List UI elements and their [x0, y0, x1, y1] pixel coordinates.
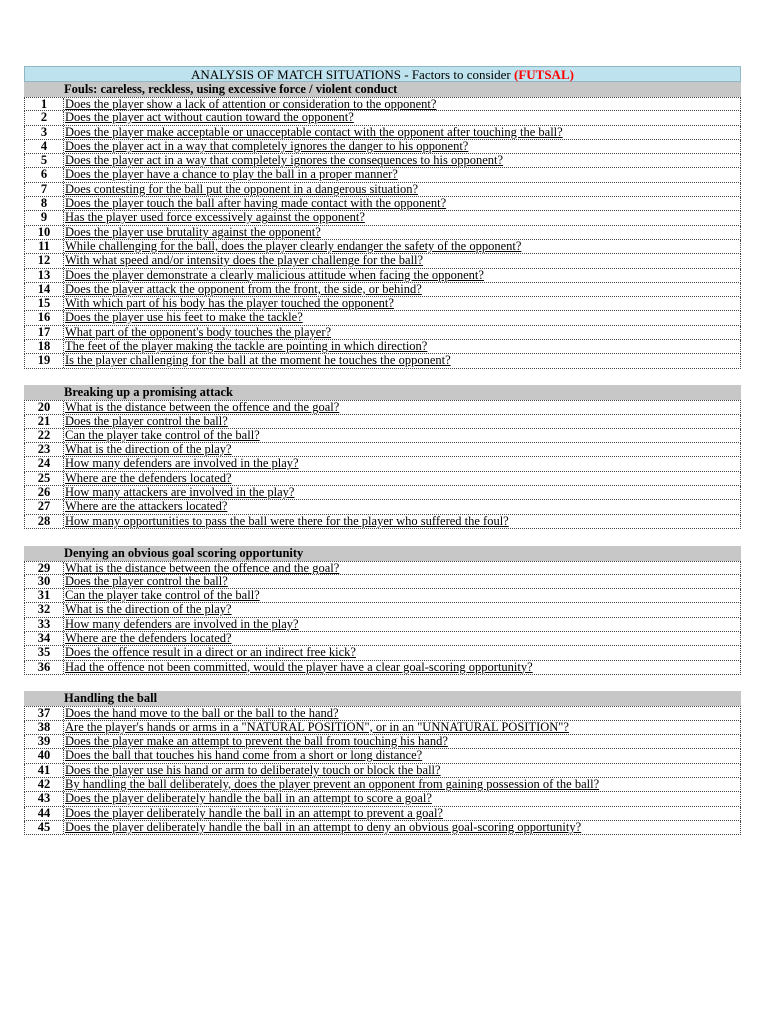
question-text: How many opportunities to pass the ball were there for the player who suffered the foul?: [65, 514, 509, 528]
question-row: [24, 183, 741, 197]
section-header: Handling the ball: [24, 691, 741, 706]
question-number: 6: [25, 168, 64, 181]
question-text: Does the hand move to the ball or the ball to the hand?: [65, 707, 339, 720]
question-row: [24, 400, 741, 414]
question-row: [24, 721, 741, 735]
question-text: With what speed and/or intensity does the player challenge for the ball?: [65, 254, 424, 268]
question-text: Does the player use his feet to make the tackle?: [65, 311, 303, 325]
question-number: 12: [25, 254, 64, 267]
question-text: Does the player make acceptable or unacceptable contact with the opponent after touching the ball?: [65, 125, 563, 139]
question-row: [24, 515, 741, 529]
question-row: [24, 561, 741, 575]
sheet-title: [24, 66, 741, 82]
question-number: 23: [25, 443, 64, 456]
question-row: [24, 821, 741, 835]
question-number: 9: [25, 211, 64, 224]
question-number: 26: [25, 486, 64, 499]
question-row: [24, 311, 741, 325]
question-row: [24, 646, 741, 660]
question-number: 5: [25, 154, 64, 167]
question-number: 19: [25, 354, 64, 367]
question-number: 38: [25, 721, 64, 734]
question-text: How many attackers are involved in the play?: [65, 486, 295, 500]
question-number: 31: [25, 589, 64, 602]
question-number: 24: [25, 457, 64, 470]
question-row: [24, 589, 741, 603]
question-text: Has the player used force excessively against the opponent?: [65, 211, 365, 225]
question-text: Does the player deliberately handle the ball in an attempt to prevent a goal?: [65, 806, 443, 820]
question-number: 39: [25, 735, 64, 748]
question-number: 44: [25, 807, 64, 820]
question-number: 20: [25, 401, 64, 413]
question-text: Does the player attack the opponent from the front, the side, or behind?: [65, 282, 422, 296]
question-number: 43: [25, 792, 64, 805]
question-number: 14: [25, 283, 64, 296]
section-header: Breaking up a promising attack: [24, 385, 741, 400]
question-number: 35: [25, 646, 64, 659]
question-text: What is the distance between the offence and the goal?: [65, 401, 340, 414]
question-row: [24, 706, 741, 720]
question-text: Does the player control the ball?: [65, 574, 228, 588]
question-row: [24, 269, 741, 283]
question-row: [24, 211, 741, 225]
question-text: By handling the ball deliberately, does the player prevent an opponent from gaining possession of the ball?: [65, 777, 600, 791]
question-text: Can the player take control of the ball?: [65, 428, 260, 442]
question-text: What is the direction of the play?: [65, 603, 232, 617]
question-number: 8: [25, 197, 64, 210]
question-number: 3: [25, 126, 64, 139]
question-number: 37: [25, 707, 64, 719]
question-row: [24, 500, 741, 514]
title-main: ANALYSIS OF MATCH SITUATIONS - Factors to consider: [191, 67, 514, 82]
question-row: [24, 140, 741, 154]
question-number: 33: [25, 618, 64, 631]
question-row: [24, 254, 741, 268]
question-number: 17: [25, 326, 64, 339]
question-text: How many defenders are involved in the play?: [65, 617, 299, 631]
question-text: Can the player take control of the ball?: [65, 589, 260, 603]
question-text: While challenging for the ball, does the player clearly endanger the safety of the opponent?: [65, 239, 522, 253]
question-number: 32: [25, 603, 64, 616]
question-row: [24, 326, 741, 340]
question-row: [24, 226, 741, 240]
question-number: 1: [25, 98, 64, 110]
question-number: 4: [25, 140, 64, 153]
question-text: Does the player have a chance to play the ball in a proper manner?: [65, 168, 398, 182]
sections-container: [24, 82, 741, 835]
question-row: [24, 778, 741, 792]
question-row: [24, 154, 741, 168]
question-number: 2: [25, 111, 64, 124]
question-row: [24, 111, 741, 125]
question-row: [24, 415, 741, 429]
question-text: Does the player control the ball?: [65, 414, 228, 428]
question-row: [24, 735, 741, 749]
question-text: Does the player act in a way that completely ignores the consequences to his opponent?: [65, 154, 504, 168]
question-text: Had the offence not been committed, would the player have a clear goal-scoring opportunity?: [65, 660, 533, 674]
analysis-sheet: [24, 66, 741, 852]
question-row: [24, 126, 741, 140]
section: [24, 385, 741, 529]
question-row: [24, 749, 741, 763]
question-number: 13: [25, 269, 64, 282]
question-row: [24, 297, 741, 311]
question-text: Does the player act in a way that completely ignores the danger to his opponent?: [65, 139, 469, 153]
question-row: [24, 168, 741, 182]
question-row: [24, 340, 741, 354]
question-row: [24, 486, 741, 500]
question-number: 7: [25, 183, 64, 196]
question-row: [24, 603, 741, 617]
question-row: [24, 429, 741, 443]
question-row: [24, 457, 741, 471]
question-number: 21: [25, 415, 64, 428]
question-text: Does the offence result in a direct or an indirect free kick?: [65, 646, 356, 660]
question-row: [24, 472, 741, 486]
section: [24, 691, 741, 835]
question-text: What part of the opponent's body touches the player?: [65, 325, 332, 339]
question-text: Does contesting for the ball put the opponent in a dangerous situation?: [65, 182, 419, 196]
question-row: [24, 197, 741, 211]
question-text: How many defenders are involved in the play?: [65, 457, 299, 471]
section: [24, 546, 741, 675]
question-number: 27: [25, 500, 64, 513]
question-number: 36: [25, 661, 64, 674]
question-number: 16: [25, 311, 64, 324]
question-row: [24, 354, 741, 368]
question-text: With which part of his body has the player touched the opponent?: [65, 297, 394, 311]
question-row: [24, 632, 741, 646]
question-text: Is the player challenging for the ball at the moment he touches the opponent?: [65, 354, 451, 368]
question-row: [24, 807, 741, 821]
question-number: 10: [25, 226, 64, 239]
question-row: [24, 575, 741, 589]
question-number: 28: [25, 515, 64, 528]
section-header: Fouls: careless, reckless, using excessive force / violent conduct: [24, 82, 741, 97]
question-number: 11: [25, 240, 64, 253]
question-text: Does the player act without caution toward the opponent?: [65, 111, 354, 125]
question-text: Where are the defenders located?: [65, 471, 232, 485]
question-number: 34: [25, 632, 64, 645]
question-text: What is the distance between the offence and the goal?: [65, 561, 340, 574]
question-row: [24, 240, 741, 254]
question-text: Does the player deliberately handle the ball in an attempt to deny an obvious goal-scoring opportunity?: [65, 820, 582, 834]
question-row: [24, 661, 741, 675]
question-row: [24, 283, 741, 297]
question-number: 18: [25, 340, 64, 353]
question-number: 22: [25, 429, 64, 442]
question-number: 40: [25, 749, 64, 762]
section: [24, 82, 741, 369]
question-text: Does the player show a lack of attention or consideration to the opponent?: [65, 98, 437, 111]
question-row: [24, 792, 741, 806]
question-row: [24, 618, 741, 632]
question-number: 29: [25, 562, 64, 574]
question-text: Does the player use his hand or arm to deliberately touch or block the ball?: [65, 763, 441, 777]
question-row: [24, 443, 741, 457]
question-text: Does the ball that touches his hand come from a short or long distance?: [65, 749, 423, 763]
question-text: What is the direction of the play?: [65, 443, 232, 457]
question-text: Does the player deliberately handle the ball in an attempt to score a goal?: [65, 792, 432, 806]
question-number: 30: [25, 575, 64, 588]
section-header: Denying an obvious goal scoring opportunity: [24, 546, 741, 561]
question-text: Does the player demonstrate a clearly malicious attitude when facing the opponent?: [65, 268, 484, 282]
question-text: Does the player touch the ball after having made contact with the opponent?: [65, 197, 447, 211]
question-number: 25: [25, 472, 64, 485]
question-text: Does the player use brutality against the opponent?: [65, 225, 321, 239]
question-number: 45: [25, 821, 64, 834]
title-accent: (FUTSAL): [514, 67, 574, 82]
question-number: 15: [25, 297, 64, 310]
question-row: [24, 764, 741, 778]
question-number: 42: [25, 778, 64, 791]
question-text: Does the player make an attempt to prevent the ball from touching his hand?: [65, 735, 448, 749]
question-text: Where are the defenders located?: [65, 631, 232, 645]
question-number: 41: [25, 764, 64, 777]
question-text: The feet of the player making the tackle are pointing in which direction?: [65, 340, 428, 354]
question-row: [24, 97, 741, 111]
question-text: Are the player's hands or arms in a "NATURAL POSITION", or in an "UNNATURAL POSITION"?: [65, 720, 569, 734]
question-text: Where are the attackers located?: [65, 500, 228, 514]
